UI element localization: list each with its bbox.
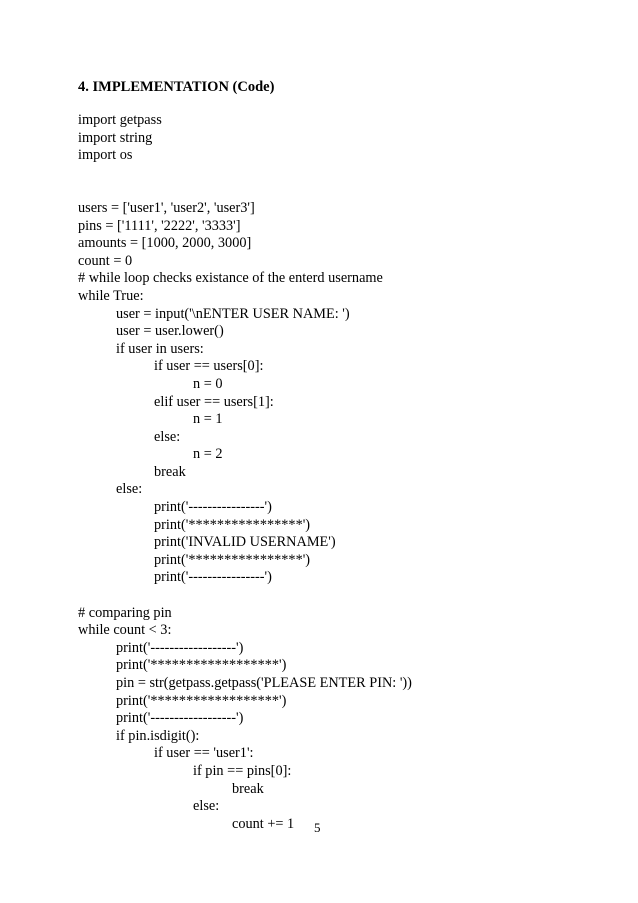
code-line: count = 0 <box>78 252 133 269</box>
code-line: print('------------------') <box>116 639 244 656</box>
code-line: user = input('\nENTER USER NAME: ') <box>116 305 350 322</box>
code-line: n = 0 <box>193 375 223 392</box>
code-line: while True: <box>78 287 144 304</box>
code-line: # comparing pin <box>78 604 172 621</box>
code-line: elif user == users[1]: <box>154 393 274 410</box>
code-line: if user == 'user1': <box>154 745 254 762</box>
code-line: pin = str(getpass.getpass('PLEASE ENTER PIN: ')) <box>116 675 412 691</box>
code-line: if user in users: <box>116 340 204 357</box>
code-listing <box>78 112 412 833</box>
code-line: break <box>232 780 264 797</box>
code-line: while count < 3: <box>78 622 172 639</box>
code-line: # while loop checks existance of the enterd username <box>78 270 383 287</box>
code-line: n = 1 <box>193 411 223 428</box>
code-line: import os <box>78 147 133 164</box>
code-line: print('----------------') <box>154 499 272 516</box>
code-line: import string <box>78 129 153 146</box>
code-line: if pin.isdigit(): <box>116 727 200 744</box>
code-line: users = ['user1', 'user2', 'user3'] <box>78 199 255 216</box>
page-number: 5 <box>314 820 321 835</box>
code-line: print('------------------') <box>116 710 244 727</box>
code-line: amounts = [1000, 2000, 3000] <box>78 235 252 252</box>
code-line: count += 1 <box>232 815 295 832</box>
code-line: else: <box>193 798 220 815</box>
code-line: else: <box>154 428 181 445</box>
code-line <box>78 165 412 183</box>
code-line: user = user.lower() <box>116 323 224 340</box>
code-line: print('----------------') <box>154 569 272 586</box>
code-line: print('INVALID USERNAME') <box>154 534 336 551</box>
code-line: if pin == pins[0]: <box>193 762 292 779</box>
code-line: print('****************') <box>154 516 311 533</box>
code-line: n = 2 <box>193 446 223 463</box>
code-line <box>78 587 412 605</box>
code-line: break <box>154 463 186 480</box>
code-line: print('****************') <box>154 551 311 568</box>
code-line: import getpass <box>78 112 162 128</box>
section-heading: 4. IMPLEMENTATION (Code) <box>78 79 275 95</box>
code-line: else: <box>116 481 143 498</box>
code-line: if user == users[0]: <box>154 358 264 375</box>
code-line: pins = ['1111', '2222', '3333'] <box>78 217 241 234</box>
code-line: print('******************') <box>116 657 287 674</box>
code-line <box>78 182 412 200</box>
code-line: print('******************') <box>116 692 287 709</box>
